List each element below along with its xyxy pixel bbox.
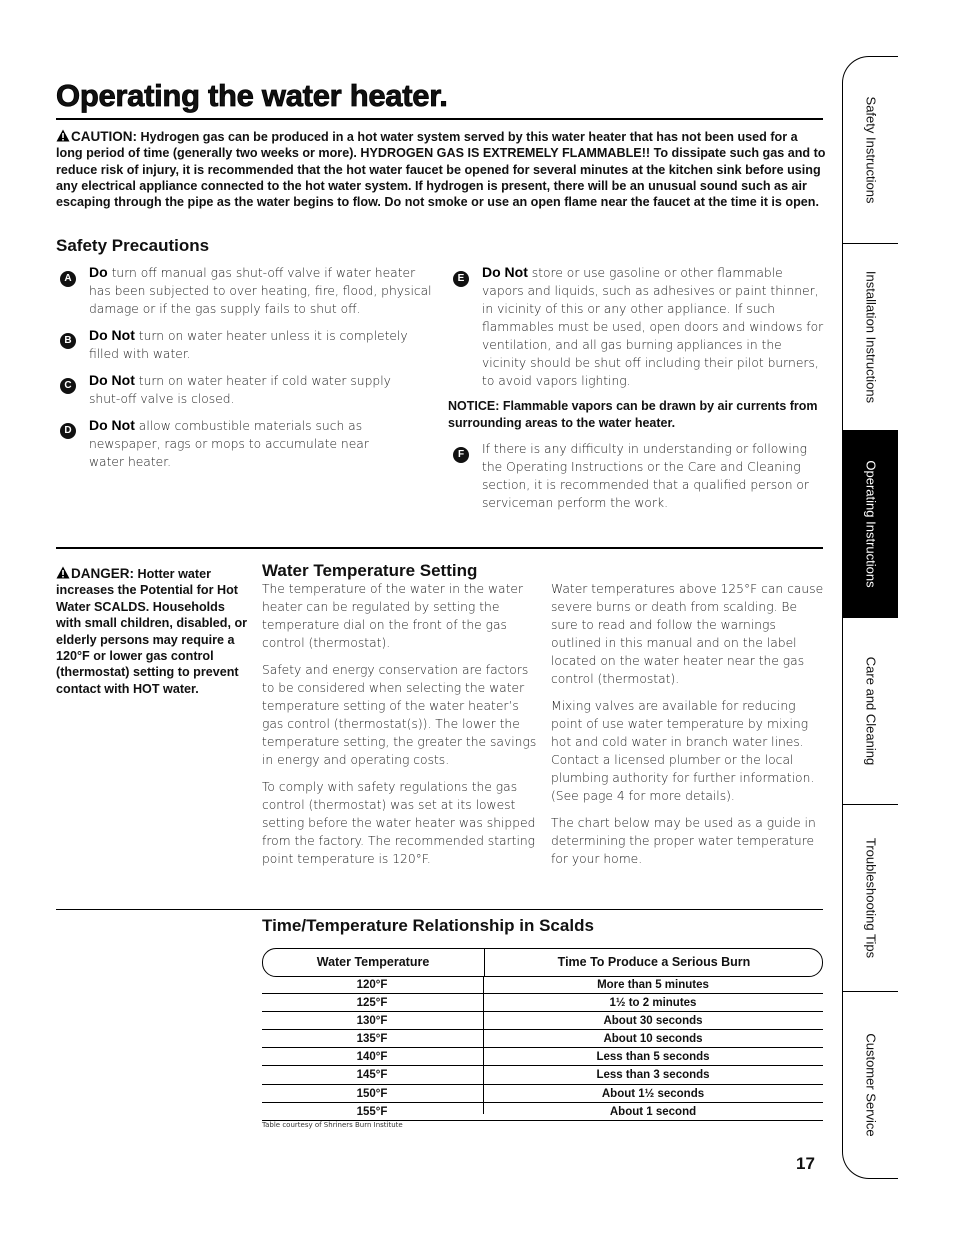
section-divider <box>56 909 823 910</box>
temperature-cell: 150°F <box>356 1087 388 1100</box>
caution-notice <box>56 129 826 210</box>
temperature-cell: 120°F <box>356 979 388 991</box>
temperature-cell: 130°F <box>356 1015 388 1028</box>
table-credit: Table courtesy of Shriners Burn Institute <box>262 1121 403 1129</box>
precaution-item-f <box>482 440 827 512</box>
flammable-vapors-notice: NOTICE: Flammable vapors can be drawn by air currents from surrounding areas to the water heater. <box>448 399 818 430</box>
burn-time-cell: About 1 second <box>609 1105 697 1118</box>
paragraph: The chart below may be used as a guide in determining the proper water temperature for your home. <box>551 816 816 866</box>
wts-right-column <box>551 580 827 877</box>
danger-label: DANGER: <box>71 566 134 581</box>
section-divider <box>56 547 823 549</box>
item-text: store or use gasoline or other flammable vapors and liquids, such as adhesives or paint thinner, in vicinity of this or any other appliance. If such flammables must be used, open doors and windows for ventilation, and all gas burning appliances in the vicinity should be shut off including their pilot burners, to avoid vapors lighting. <box>482 266 824 388</box>
wts-left-column <box>262 580 537 877</box>
item-text: allow combustible materials such as newspaper, rags or mops to accumulate near water heater. <box>89 419 369 469</box>
burn-time-cell: More than 5 minutes <box>597 979 709 991</box>
tab-troubleshooting-tips[interactable] <box>843 805 898 992</box>
column-header-burn-time: Time To Produce a Serious Burn <box>484 949 823 976</box>
tab-label: Customer Service <box>863 1033 878 1137</box>
tab-customer-service[interactable] <box>843 992 898 1178</box>
paragraph: Water temperatures above 125°F can cause severe burns or death from scalding. Be sure to read and follow the warnings outlined in this manual and on the label located on the water heater near the gas control (thermostat). <box>551 582 824 686</box>
paragraph: Safety and energy conservation are factors to be considered when selecting the water temperature setting of the water heater’s gas control (thermostat(s)). The lower the temperature setting, the greater the savings in energy and operating costs. <box>262 663 537 767</box>
table-column-divider <box>483 976 484 1114</box>
column-header-temperature: Water Temperature <box>316 955 430 969</box>
item-lead: Do Not <box>89 417 135 433</box>
item-badge-b: B <box>60 333 76 349</box>
precaution-item-c <box>89 371 419 408</box>
page-number: 17 <box>796 1154 815 1173</box>
table-row <box>262 1103 823 1121</box>
precaution-item-b <box>89 326 434 363</box>
item-badge-d: D <box>60 423 76 439</box>
title-divider <box>56 118 823 120</box>
burn-time-cell: About 1½ seconds <box>601 1087 705 1100</box>
caution-label: CAUTION: <box>71 129 137 144</box>
item-text: If there is any difficulty in understanding or following the Operating Instructions or the Care and Cleaning section, it is recommended that a qualified person or serviceman perform the work. <box>482 442 809 510</box>
tab-label: Troubleshooting Tips <box>863 837 878 959</box>
water-temperature-heading: Water Temperature Setting <box>262 561 478 580</box>
table-row <box>262 1085 823 1103</box>
burn-time-cell: About 10 seconds <box>603 1033 703 1046</box>
page-title: Operating the water heater. <box>56 78 448 113</box>
precaution-item-a <box>89 263 439 318</box>
tab-installation-instructions[interactable] <box>843 244 898 431</box>
burn-time-cell: About 30 seconds <box>603 1015 703 1028</box>
warning-triangle-icon <box>56 566 70 579</box>
tab-label: Operating Instructions <box>863 460 878 588</box>
table-row <box>262 976 823 994</box>
temperature-cell: 135°F <box>356 1033 388 1046</box>
tab-care-and-cleaning[interactable] <box>843 618 898 805</box>
burn-time-cell: Less than 5 seconds <box>596 1051 710 1064</box>
burn-time-cell: 1½ to 2 minutes <box>609 997 697 1010</box>
item-lead: Do Not <box>89 372 135 388</box>
table-row <box>262 1048 823 1066</box>
scald-table-heading: Time/Temperature Relationship in Scalds <box>262 916 594 935</box>
danger-text: Hotter water increases the Potential for Hot Water SCALDS. Households with small children, disabled, or elderly persons may require a 120°F or lower gas control (thermostat) setting to prevent contact with HOT water. <box>56 567 248 696</box>
section-tabs <box>842 56 898 1179</box>
paragraph: The temperature of the water in the water heater can be regulated by setting the temperature dial on the front of the gas control (thermostat). <box>262 582 524 650</box>
caution-text: Hydrogen gas can be produced in a hot water system served by this water heater that has not been used for a long period of time (generally two weeks or more). HYDROGEN GAS IS EXTREMELY FLAMMABLE!! To dissipate such gas and to reduce risk of injury, it is recommended that the hot water faucet be opened for several minutes at the kitchen sink before using any electrical appliance connected to the hot water system. If hydrogen is present, there will be an unusual sound such as air escaping through the pipe as the water begins to flow. Do not smoke or use an open flame near the faucet at the time it is open. <box>56 130 826 210</box>
item-lead: Do <box>89 264 108 280</box>
item-text: turn on water heater if cold water supply shut-off valve is closed. <box>89 374 391 406</box>
temperature-cell: 145°F <box>356 1069 388 1082</box>
table-header <box>262 948 823 977</box>
precaution-item-e <box>482 263 824 390</box>
item-badge-a: A <box>60 271 76 287</box>
item-lead: Do Not <box>482 264 528 280</box>
scald-table <box>262 976 823 1121</box>
tab-label: Care and Cleaning <box>863 656 878 766</box>
item-badge-f: F <box>453 447 469 463</box>
item-lead: Do Not <box>89 327 135 343</box>
item-text: turn off manual gas shut-off valve if water heater has been subjected to over heating, fire, flood, physical damage or if the gas supply fails to shut off. <box>89 266 432 316</box>
paragraph: To comply with safety regulations the gas control (thermostat) was set at its lowest setting before the water heater was shipped from the factory. The recommended starting point temperature is 120°F. <box>262 780 536 866</box>
tab-operating-instructions[interactable] <box>843 431 898 618</box>
precaution-item-d <box>89 416 389 471</box>
safety-precautions-heading: Safety Precautions <box>56 236 210 255</box>
tab-safety-instructions[interactable] <box>843 57 898 244</box>
table-row <box>262 1012 823 1030</box>
item-badge-e: E <box>453 271 469 287</box>
tab-label: Safety Instructions <box>863 96 878 204</box>
table-row <box>262 994 823 1012</box>
warning-triangle-icon <box>56 129 70 142</box>
table-row <box>262 1066 823 1084</box>
tab-label: Installation Instructions <box>863 270 878 404</box>
item-text: turn on water heater unless it is completely filled with water. <box>89 329 408 361</box>
temperature-cell: 125°F <box>356 997 388 1010</box>
temperature-cell: 140°F <box>356 1051 388 1064</box>
table-row <box>262 1030 823 1048</box>
temperature-cell: 155°F <box>356 1105 388 1118</box>
danger-notice <box>56 566 248 697</box>
item-badge-c: C <box>60 378 76 394</box>
paragraph: Mixing valves are available for reducing point of use water temperature by mixing hot and cold water in branch water lines. Contact a licensed plumber or the local plumbing authority for further information. (See page 4 for more details). <box>551 699 815 803</box>
burn-time-cell: Less than 3 seconds <box>596 1069 710 1082</box>
